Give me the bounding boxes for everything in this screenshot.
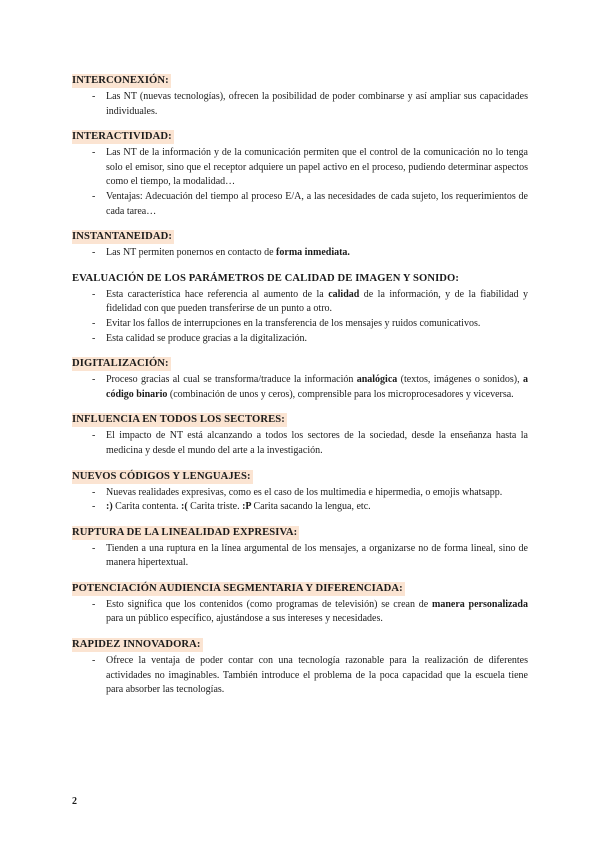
bullet-list xyxy=(72,542,528,571)
section xyxy=(72,578,528,627)
document-body xyxy=(72,70,528,705)
section xyxy=(72,126,528,219)
bold-text: manera personalizada xyxy=(431,598,528,610)
text-run: Esto significa que los contenidos (como programas de televisión) se crean de xyxy=(106,598,432,610)
section xyxy=(72,268,528,346)
section-heading: RUPTURA DE LA LINEALIDAD EXPRESIVA: xyxy=(72,526,298,538)
bullet-list xyxy=(72,486,528,515)
text-run: para un público específico, ajustándose a sus intereses y necesidades. xyxy=(106,613,383,625)
text-run: Esta característica hace referencia al aumento de la xyxy=(106,288,329,300)
section-heading: INTERACTIVIDAD: xyxy=(72,131,172,143)
bullet-list xyxy=(72,429,528,458)
bullet-list xyxy=(72,246,528,261)
section-heading: INTERCONEXIÓN: xyxy=(72,75,169,86)
list-item xyxy=(72,317,528,332)
section xyxy=(72,353,528,402)
bold-text: forma inmediata. xyxy=(276,247,350,259)
bold-text: analógica xyxy=(356,374,398,386)
section xyxy=(72,409,528,458)
section-heading: NUEVOS CÓDIGOS Y LENGUAJES: xyxy=(72,470,251,482)
text-run: Carita contenta. xyxy=(115,501,181,513)
bullet-list xyxy=(72,373,528,402)
text-run: El impacto de NT está alcanzando a todos los sectores de la sociedad, desde la enseñanza hasta la medicina y desde el mundo del arte a la investigación. xyxy=(106,430,528,456)
section-heading: RAPIDEZ INNOVADORA: xyxy=(72,639,201,651)
text-run: Evitar los fallos de interrupciones en la transferencia de los mensajes y ruidos comunicativos. xyxy=(106,317,481,329)
text-run: Las NT permiten ponernos en contacto de xyxy=(106,247,277,259)
list-item xyxy=(72,373,528,402)
page-number: 2 xyxy=(72,796,77,807)
bullet-list xyxy=(72,654,528,698)
list-item xyxy=(72,288,528,317)
text-run: (combinación de unos y ceros), comprensible para los microprocesadores y viceversa. xyxy=(167,388,514,400)
section-heading: INFLUENCIA EN TODOS LOS SECTORES: xyxy=(72,414,285,426)
section xyxy=(72,226,528,261)
list-item xyxy=(72,429,528,458)
list-item xyxy=(72,598,528,627)
section-heading: INSTANTANEIDAD: xyxy=(72,231,172,243)
text-run: Ventajas: Adecuación del tiempo al proceso E/A, a las necesidades de cada sujeto, los requerimientos de cada tarea… xyxy=(106,190,528,217)
text-run: (textos, imágenes o sonidos), xyxy=(397,374,523,386)
text-run: Carita sacando la lengua, etc. xyxy=(253,501,371,513)
section xyxy=(72,466,528,515)
bold-text: :) xyxy=(106,501,116,513)
section xyxy=(72,70,528,119)
bullet-list xyxy=(72,90,528,119)
section xyxy=(72,634,528,698)
section-heading: EVALUACIÓN DE LOS PARÁMETROS DE CALIDAD DE IMAGEN Y SONIDO: xyxy=(72,272,460,284)
list-item xyxy=(72,190,528,219)
bullet-list xyxy=(72,288,528,346)
text-run: Proceso gracias al cual se transforma/traduce la información xyxy=(106,374,357,386)
text-run: Las NT de la información y de la comunicación permiten que el control de la comunicación no lo tenga solo el emisor, sino que el receptor adquiere un papel activo en el proceso, pudiendo determinar aspectos como el tiempo, la modalidad… xyxy=(106,147,528,188)
text-run: Nuevas realidades expresivas, como es el caso de los multimedia e hipermedia, o emojis whatsapp. xyxy=(106,486,503,498)
bullet-list xyxy=(72,598,528,627)
list-item xyxy=(72,332,528,347)
bold-text: calidad xyxy=(328,288,360,300)
section xyxy=(72,522,528,571)
text-run: de la información, y de la fiabilidad y fidelidad con que pueden transferirse de un punto a otro. xyxy=(106,288,528,315)
text-run: Esta calidad se produce gracias a la digitalización. xyxy=(106,332,308,344)
text-run: Ofrece la ventaja de poder contar con una tecnología razonable para la realización de diferentes actividades no imaginables. También introduce el problema de la poca capacidad que la escuela tiene para absorber las tecnologías. xyxy=(106,655,528,696)
list-item xyxy=(72,90,528,119)
section-heading: DIGITALIZACIÓN: xyxy=(72,358,169,370)
section-heading: POTENCIACIÓN AUDIENCIA SEGMENTARIA Y DIFERENCIADA: xyxy=(72,582,403,594)
list-item xyxy=(72,486,528,501)
text-run: Tienden a una ruptura en la línea argumental de los mensajes, a organizarse no de forma lineal, sino de manera hipertextual. xyxy=(106,542,528,569)
bullet-list xyxy=(72,146,528,219)
text-run: Las NT (nuevas tecnologías), ofrecen la posibilidad de poder combinarse y así ampliar sus capacidades individuales. xyxy=(106,91,528,117)
list-item xyxy=(72,246,528,261)
bold-text: :( xyxy=(180,501,191,513)
list-item xyxy=(72,146,528,190)
list-item xyxy=(72,654,528,698)
list-item xyxy=(72,542,528,571)
text-run: Carita triste. xyxy=(190,501,243,513)
bold-text: :P xyxy=(242,501,254,513)
list-item xyxy=(72,500,528,515)
bold-text: a código binario xyxy=(106,374,528,400)
